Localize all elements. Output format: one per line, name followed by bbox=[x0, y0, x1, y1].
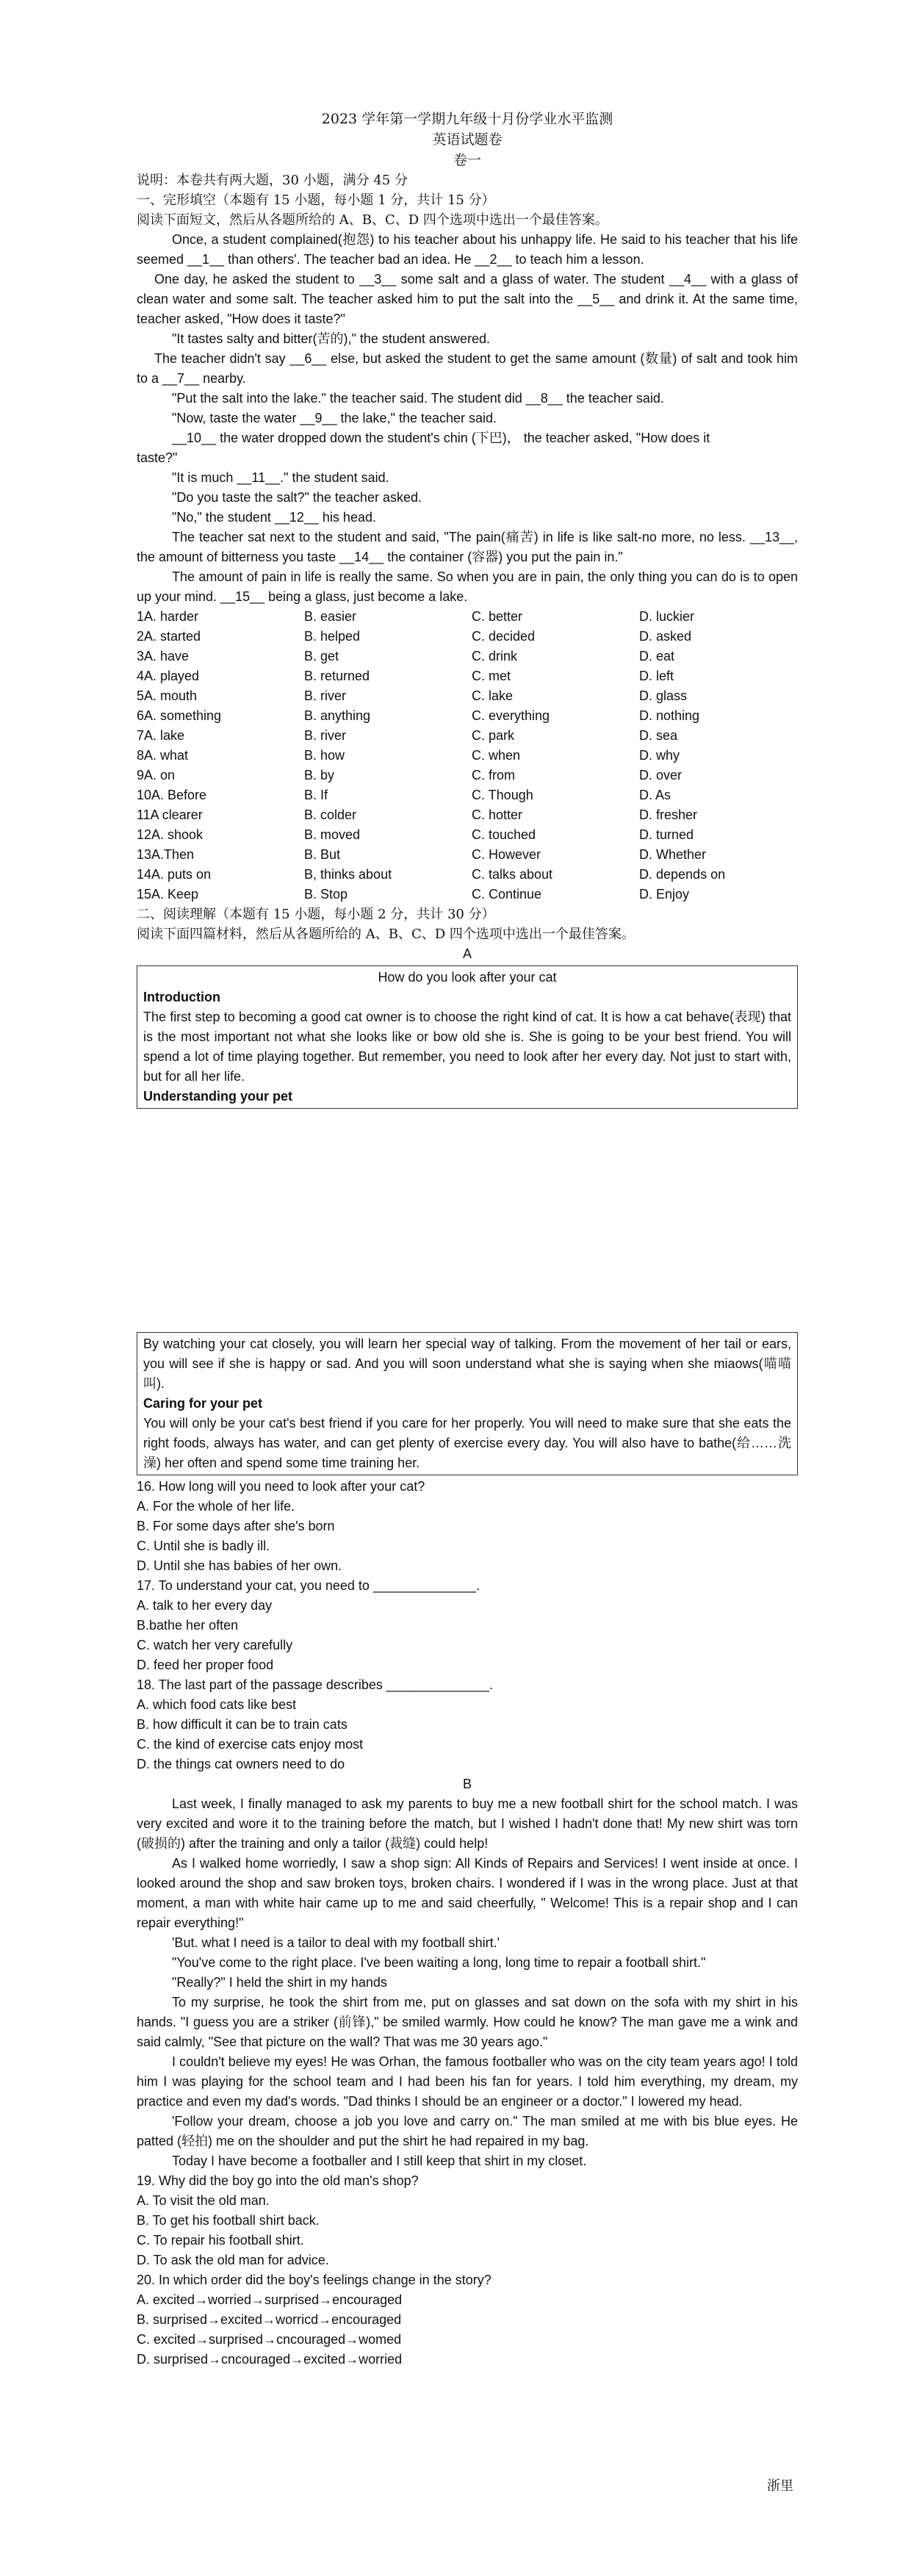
question-option: C. To repair his football shirt. bbox=[137, 2233, 304, 2248]
option-item: 11A clearer bbox=[137, 807, 203, 822]
option-item: D. luckier bbox=[639, 609, 695, 624]
option-item: 9A. on bbox=[137, 768, 176, 782]
page-footer: 浙里 bbox=[767, 2478, 793, 2494]
question-option: A. For the whole of her life. bbox=[137, 1499, 295, 1514]
option-item: D. depends on bbox=[639, 867, 726, 882]
question-option: C. the kind of exercise cats enjoy most bbox=[137, 1737, 364, 1752]
option-item: C. park bbox=[472, 728, 515, 743]
section1-directions: 阅读下面短文，然后从各题所给的 A、B、C、D 四个选项中选出一个最佳答案。 bbox=[137, 212, 608, 228]
question-option: B. To get his football shirt back. bbox=[137, 2213, 320, 2228]
passage-b-label: B bbox=[462, 1777, 472, 1791]
option-item: 12A. shook bbox=[137, 827, 204, 842]
option-item: D. sea bbox=[639, 728, 678, 743]
passage-b-paragraph: Today I have become a footballer and I still keep that shirt in my closet. bbox=[172, 2154, 587, 2168]
option-item: D. over bbox=[639, 768, 683, 782]
passage-b-paragraph: "Really?" I held the shirt in my hands bbox=[172, 1975, 387, 1990]
cloze-paragraph: taste?" bbox=[137, 450, 178, 465]
cloze-passage bbox=[137, 230, 798, 607]
question-option: B. For some days after she's born bbox=[137, 1519, 335, 1533]
option-item: C. Continue bbox=[472, 887, 542, 902]
passage-b bbox=[137, 1794, 798, 2171]
instructions: 说明：本卷共有两大题，30 小题，满分 45 分 bbox=[137, 173, 408, 188]
option-item: B, thinks about bbox=[304, 867, 392, 882]
question-option: A. To visit the old man. bbox=[137, 2193, 270, 2208]
exam-subtitle: 英语试题卷 bbox=[432, 132, 503, 148]
question-stem: 16. How long will you need to look after your cat? bbox=[137, 1479, 425, 1494]
question-option: D. Until she has babies of her own. bbox=[137, 1558, 342, 1573]
cloze-paragraph: The teacher sat next to the student and said, "The pain(痛苦) in life is like salt-no more, no less. __13__, the amount of bitterness you taste __14__ the container (容器) you put the pain in." bbox=[137, 530, 798, 564]
question-option: A. which food cats like best bbox=[137, 1697, 297, 1712]
option-item: D. nothing bbox=[639, 708, 700, 723]
option-item: 10A. Before bbox=[137, 788, 207, 802]
passage-a-paragraph: By watching your cat closely, you will learn her special way of talking. From the movement of her tail or ears, you will see if she is happy or sad. And you will soon understand what she is saying when she miaows(喵喵叫). bbox=[143, 1336, 791, 1391]
option-item: D. asked bbox=[639, 629, 692, 644]
cloze-paragraph: "No," the student __12__ his head. bbox=[172, 510, 376, 525]
option-item: 5A. mouth bbox=[137, 688, 198, 703]
option-item: B. returned bbox=[304, 669, 370, 683]
cloze-paragraph: "It tastes salty and bitter(苦的)," the student answered. bbox=[172, 331, 490, 346]
option-item: D. glass bbox=[639, 688, 688, 703]
passage-b-paragraph: I couldn't believe my eyes! He was Orhan, the famous footballer who was on the city team years ago! I told him I was playing for the school team and I had been his fan for years. I told him everything, my dream, my practice and even my dad's words. "Dad thinks I should be an engineer or a doctor." I lowered my head. bbox=[137, 2054, 798, 2109]
question-stem: 19. Why did the boy go into the old man's shop? bbox=[137, 2173, 419, 2188]
cloze-paragraph: __10__ the water dropped down the student's chin (下巴)， the teacher asked, "How does it bbox=[172, 431, 710, 445]
question-option: A. excited→worried→surprised→encouraged bbox=[137, 2292, 403, 2307]
question-option: D. the things cat owners need to do bbox=[137, 1757, 345, 1771]
passage-b-paragraph: 'But. what I need is a tailor to deal with my football shirt.' bbox=[172, 1935, 500, 1950]
question-option: D. To ask the old man for advice. bbox=[137, 2253, 329, 2267]
passage-b-paragraph: Last week, I finally managed to ask my parents to buy me a new football shirt for the school match. I was very excited and wore it to the training before the match, but I wished I hadn't done that! My new shirt was torn (破损的) after the training and only a tailor (裁缝) could help! bbox=[137, 1796, 798, 1851]
option-item: C. Though bbox=[472, 788, 533, 802]
option-item: C. talks about bbox=[472, 867, 553, 882]
option-item: B. colder bbox=[304, 807, 357, 822]
passage-b-paragraph: To my surprise, he took the shirt from me, put on glasses and sat down on the sofa with my shirt in his hands. "I guess you are a striker (前锋)," be smiled warmly. How could he know? The man gave me a wink and said calmly, "See that picture on the wall? That was me 30 years ago." bbox=[137, 1995, 798, 2049]
option-item: 1A. harder bbox=[137, 609, 199, 624]
option-item: 6A. something bbox=[137, 708, 222, 723]
cloze-paragraph: "Put the salt into the lake." the teacher said. The student did __8__ the teacher said. bbox=[172, 391, 664, 406]
exam-volume: 卷一 bbox=[453, 152, 481, 168]
option-item: C. However bbox=[472, 847, 541, 862]
section1-title: 一、完形填空（本题有 15 小题，每小题 1 分，共计 15 分） bbox=[137, 193, 495, 208]
option-item: D. turned bbox=[639, 827, 694, 842]
option-item: D. left bbox=[639, 669, 674, 683]
option-item: B. river bbox=[304, 728, 347, 743]
option-item: 4A. played bbox=[137, 669, 200, 683]
option-item: D. eat bbox=[639, 649, 675, 663]
option-item: D. Whether bbox=[639, 847, 707, 862]
cloze-paragraph: "Now, taste the water __9__ the lake," the teacher said. bbox=[172, 411, 497, 425]
question-option: C. excited→surprised→cncouraged→womed bbox=[137, 2332, 402, 2347]
option-item: B. anything bbox=[304, 708, 371, 723]
question-stem: 20. In which order did the boy's feelings change in the story? bbox=[137, 2273, 491, 2287]
question-option: D. surprised→cncouraged→excited→worried bbox=[137, 2352, 403, 2367]
option-item: C. met bbox=[472, 669, 511, 683]
cloze-paragraph: The amount of pain in life is really the same. So when you are in pain, the only thing you can do is to open up your mind. __15__ being a glass, just become a lake. bbox=[137, 569, 798, 604]
cloze-paragraph: The teacher didn't say __6__ else, but asked the student to get the same amount (数量) of salt and took him to a __7__ nearby. bbox=[137, 351, 798, 386]
cloze-options bbox=[137, 607, 798, 904]
question-option: A. talk to her every day bbox=[137, 1598, 273, 1613]
passage-a-label: A bbox=[462, 946, 472, 961]
passage-a-box-top bbox=[137, 965, 798, 1109]
question-option: B. how difficult it can be to train cats bbox=[137, 1717, 348, 1732]
option-item: D. Enjoy bbox=[639, 887, 690, 902]
passage-b-paragraph: "You've come to the right place. I've been waiting a long, long time to repair a football shirt." bbox=[172, 1955, 706, 1970]
passage-a-heading: Caring for your pet bbox=[143, 1396, 263, 1411]
passage-a-heading: Introduction bbox=[143, 990, 220, 1004]
option-item: C. decided bbox=[472, 629, 536, 644]
image-placeholder-area bbox=[137, 1110, 798, 1331]
option-item: D. why bbox=[639, 748, 680, 763]
option-item: 8A. what bbox=[137, 748, 189, 763]
passage-a-heading: Understanding your pet bbox=[143, 1089, 293, 1104]
option-item: B. get bbox=[304, 649, 339, 663]
passage-b-paragraph: As I walked home worriedly, I saw a shop sign: All Kinds of Repairs and Services! I went inside at once. I looked around the shop and saw broken toys, broken chairs. I wondered if I was in the wrong place. Just at that moment, a man with white hair came up to me and said cheerfully, " Welcome! This is a repair shop and I can repair everything!" bbox=[137, 1856, 798, 1930]
option-item: C. drink bbox=[472, 649, 518, 663]
option-item: C. when bbox=[472, 748, 521, 763]
passage-b-questions bbox=[137, 2171, 798, 2370]
option-item: B. by bbox=[304, 768, 335, 782]
option-item: B. river bbox=[304, 688, 347, 703]
option-item: C. everything bbox=[472, 708, 550, 723]
option-item: C. touched bbox=[472, 827, 536, 842]
option-item: C. better bbox=[472, 609, 523, 624]
option-item: D. As bbox=[639, 788, 671, 802]
passage-a-box-bottom bbox=[137, 1332, 798, 1475]
question-stem: 17. To understand your cat, you need to ______________. bbox=[137, 1578, 480, 1593]
cloze-paragraph: One day, he asked the student to __3__ some salt and a glass of water. The student __4__ with a glass of clean water and some salt. The teacher asked him to put the salt into the __5__ and drink it. At the same time, teacher asked, "How does it taste?" bbox=[137, 272, 798, 326]
option-item: B. helped bbox=[304, 629, 361, 644]
passage-b-paragraph: 'Follow your dream, choose a job you love and carry on." The man smiled at me with bis blue eyes. He patted (轻拍) me on the shoulder and put the shirt he had repaired in my bag. bbox=[137, 2114, 798, 2148]
option-item: C. from bbox=[472, 768, 516, 782]
question-option: C. Until she is badly ill. bbox=[137, 1539, 270, 1553]
question-option: D. feed her proper food bbox=[137, 1658, 274, 1672]
option-item: D. fresher bbox=[639, 807, 698, 822]
question-option: C. watch her very carefully bbox=[137, 1638, 293, 1652]
option-item: 3A. have bbox=[137, 649, 190, 663]
exam-title: 2023 学年第一学期九年级十月份学业水平监测 bbox=[321, 111, 613, 127]
passage-a-paragraph: The first step to becoming a good cat owner is to choose the right kind of cat. It is how a cat behave(表现) that is the most important not what she looks like or bow old she is. She is going to be your best friend. You will spend a lot of time playing together. But remember, you need to look after her every day. Not just to start with, but for all her life. bbox=[143, 1010, 791, 1084]
question-option: B.bathe her often bbox=[137, 1618, 239, 1633]
option-item: C. lake bbox=[472, 688, 514, 703]
option-item: B. But bbox=[304, 847, 341, 862]
option-item: B. Stop bbox=[304, 887, 348, 902]
passage-a-paragraph: You will only be your cat's best friend if you care for her properly. You will need to make sure that she eats the right foods, always has water, and can get plenty of exercise every day. You will also have to bathe(给……洗澡) her often and spend some time training her. bbox=[143, 1416, 791, 1470]
cloze-paragraph: "It is much __11__." the student said. bbox=[172, 470, 389, 485]
option-item: 2A. started bbox=[137, 629, 201, 644]
passage-a-questions bbox=[137, 1477, 798, 1774]
option-item: B. easier bbox=[304, 609, 357, 624]
option-item: 7A. lake bbox=[137, 728, 185, 743]
option-item: B. how bbox=[304, 748, 345, 763]
section2-title: 二、阅读理解（本题有 15 小题，每小题 2 分，共计 30 分） bbox=[137, 907, 495, 922]
option-item: C. hotter bbox=[472, 807, 523, 822]
option-item: 14A. puts on bbox=[137, 867, 212, 882]
question-stem: 18. The last part of the passage describes ______________. bbox=[137, 1677, 494, 1692]
cloze-paragraph: "Do you taste the salt?" the teacher asked. bbox=[172, 490, 422, 505]
option-item: B. If bbox=[304, 788, 328, 802]
passage-a-title: How do you look after your cat bbox=[378, 970, 557, 985]
option-item: 13A.Then bbox=[137, 847, 195, 862]
option-item: B. moved bbox=[304, 827, 361, 842]
option-item: 15A. Keep bbox=[137, 887, 199, 902]
section2-directions: 阅读下面四篇材料，然后从各题所给的 A、B、C、D 四个选项中选出一个最佳答案。 bbox=[137, 927, 635, 942]
cloze-paragraph: Once, a student complained(抱怨) to his teacher about his unhappy life. He said to his teacher that his life seemed __1__ than others'. The teacher bad an idea. He __2__ to teach him a lesson. bbox=[137, 232, 798, 267]
question-option: B. surprised→excited→worricd→encouraged bbox=[137, 2312, 402, 2327]
